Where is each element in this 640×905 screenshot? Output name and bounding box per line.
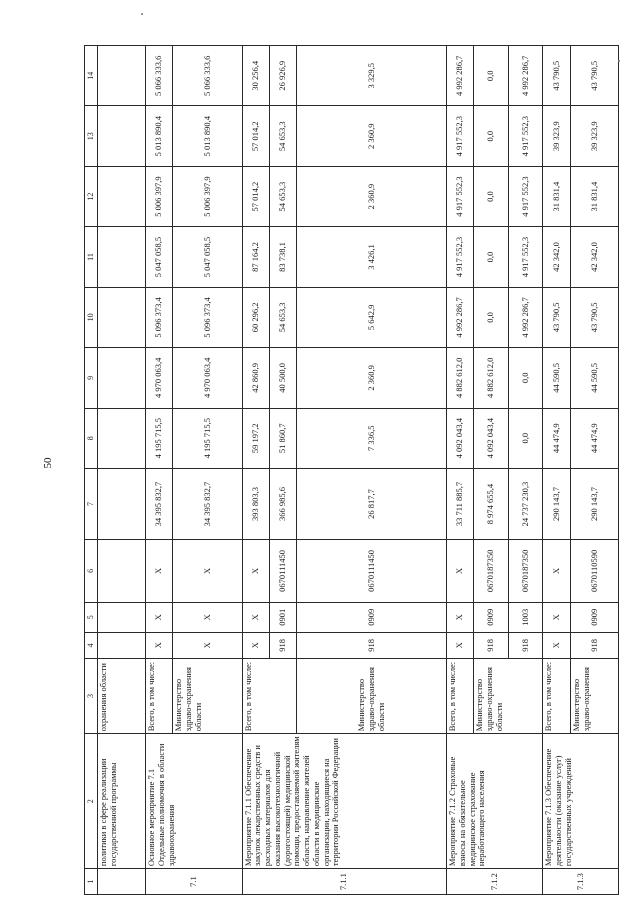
table-row — [447, 46, 474, 895]
cell: 0901 — [269, 602, 296, 632]
executor: Министерство здраво-охранения области — [173, 658, 242, 734]
cell: 1003 — [508, 602, 543, 632]
cell: 40 500,0 — [269, 348, 296, 408]
table-row — [146, 46, 173, 895]
cell: 5 096 373,4 — [173, 287, 242, 347]
col-header: 7 — [85, 468, 98, 539]
cell: 54 653,3 — [269, 166, 296, 226]
col-header: 4 — [85, 632, 98, 658]
cell: 83 738,1 — [269, 227, 296, 287]
cell: 4 195 715,5 — [146, 408, 173, 468]
cell: 4 092 043,4 — [474, 408, 509, 468]
cell: 5 096 373,4 — [146, 287, 173, 347]
cell: Х — [173, 632, 242, 658]
cell: 33 711 885,7 — [447, 468, 474, 539]
cell: Х — [146, 602, 173, 632]
cell: 0,0 — [474, 287, 509, 347]
cell: 4 970 063,4 — [173, 348, 242, 408]
cell: 4 970 063,4 — [146, 348, 173, 408]
executor: Всего, в том числе: — [146, 658, 173, 734]
cell: 44 590,5 — [543, 348, 570, 408]
cell: 42 342,0 — [543, 227, 570, 287]
cell: 4 992 286,7 — [508, 46, 543, 106]
cell: 4 917 552,3 — [508, 106, 543, 166]
budget-table — [84, 45, 619, 895]
scan-speck — [618, 60, 620, 62]
cell: Х — [242, 540, 269, 603]
cell: 366 985,6 — [269, 468, 296, 539]
table-row — [98, 46, 146, 895]
cell: 57 014,2 — [242, 106, 269, 166]
executor: Министерство здраво-охранения области — [297, 658, 447, 734]
cell: 59 197,2 — [242, 408, 269, 468]
cell: 0670111450 — [269, 540, 296, 603]
cell: 4 917 552,3 — [447, 227, 474, 287]
cell: 918 — [570, 632, 618, 658]
col-header: 14 — [85, 46, 98, 106]
cell: 5 047 058,5 — [146, 227, 173, 287]
cell: 918 — [269, 632, 296, 658]
cell: Х — [447, 632, 474, 658]
cell: 5 013 890,4 — [146, 106, 173, 166]
cell: Х — [447, 540, 474, 603]
cell: 0,0 — [474, 166, 509, 226]
cell: 0909 — [570, 602, 618, 632]
executor: Всего, в том числе: — [447, 658, 474, 734]
executor: Всего, в том числе: — [242, 658, 297, 734]
executor: охранения области — [98, 658, 146, 734]
cell: 0,0 — [474, 227, 509, 287]
cell: 42 860,9 — [242, 348, 269, 408]
cell: 43 790,5 — [570, 46, 618, 106]
cell: 2 360,9 — [297, 106, 447, 166]
cell: 5 066 333,6 — [173, 46, 242, 106]
cell: 918 — [508, 632, 543, 658]
cell: 4 917 552,3 — [508, 227, 543, 287]
cell: 290 143,7 — [543, 468, 570, 539]
cell — [98, 869, 146, 895]
cell: 30 256,4 — [242, 46, 269, 106]
col-header: 12 — [85, 166, 98, 226]
cell: 4 882 612,0 — [447, 348, 474, 408]
cell: 51 860,7 — [269, 408, 296, 468]
col-header: 6 — [85, 540, 98, 603]
executor: Всего, в том числе: — [543, 658, 570, 734]
col-header: 11 — [85, 227, 98, 287]
cell: 34 395 832,7 — [173, 468, 242, 539]
cell: 0670187350 — [508, 540, 543, 603]
row-number: 7.1.2 — [447, 869, 543, 895]
cell: 60 296,2 — [242, 287, 269, 347]
cell: 8 974 655,4 — [474, 468, 509, 539]
cell: 0909 — [297, 602, 447, 632]
cell: 34 395 832,7 — [146, 468, 173, 539]
activity-name: Мероприятие 7.1.3 Обеспечение деятельности (оказание услуг) государственных учреждений — [543, 734, 619, 869]
cell: 44 474,9 — [543, 408, 570, 468]
cell: 24 737 230,3 — [508, 468, 543, 539]
cell: 54 653,3 — [269, 106, 296, 166]
activity-name: Мероприятие 7.1.1 Обеспечение закупок лекарственных средств и расходных материалов для оказания высокотехнологичной (дорогостоящей) медицинской помощи, предоставляемой жителям области, направление жителей области в медицинские организации, находящиеся на территории Российской Федерации — [242, 734, 447, 869]
cell: 39 323,9 — [570, 106, 618, 166]
cell: 393 803,3 — [242, 468, 269, 539]
cell: 0670110590 — [570, 540, 618, 603]
cell: 4 992 286,7 — [447, 46, 474, 106]
table-frame — [84, 45, 619, 895]
col-header: 5 — [85, 602, 98, 632]
cell: 918 — [297, 632, 447, 658]
cell: 44 474,9 — [570, 408, 618, 468]
cell: 3 329,5 — [297, 46, 447, 106]
cell: Х — [543, 540, 570, 603]
cell: 44 590,5 — [570, 348, 618, 408]
cell: 0,0 — [508, 408, 543, 468]
cell: 43 790,5 — [543, 46, 570, 106]
cell: Х — [173, 602, 242, 632]
cell: 5 006 397,9 — [146, 166, 173, 226]
executor: Министерство здраво-охранения — [570, 658, 618, 734]
header-row — [85, 46, 98, 895]
cell: Х — [447, 602, 474, 632]
cell: 5 006 397,9 — [173, 166, 242, 226]
cell: 4 195 715,5 — [173, 408, 242, 468]
col-header: 8 — [85, 408, 98, 468]
cell: 0670187350 — [474, 540, 509, 603]
activity-name: политики в сфере реализации государственной программы — [98, 734, 146, 869]
cell: 31 831,4 — [543, 166, 570, 226]
cell: 42 342,0 — [570, 227, 618, 287]
col-header: 10 — [85, 287, 98, 347]
cell: 43 790,5 — [543, 287, 570, 347]
cell: 4 917 552,3 — [508, 166, 543, 226]
col-header: 3 — [85, 658, 98, 734]
row-number: 7.1 — [146, 869, 242, 895]
cell: 39 323,9 — [543, 106, 570, 166]
cell: Х — [242, 632, 269, 658]
table-row — [242, 46, 269, 895]
cell: 5 066 333,6 — [146, 46, 173, 106]
cell: Х — [146, 540, 173, 603]
cell: 4 882 612,0 — [474, 348, 509, 408]
scan-speck — [141, 13, 143, 15]
cell: 54 653,3 — [269, 287, 296, 347]
cell: Х — [173, 540, 242, 603]
cell: 5 013 890,4 — [173, 106, 242, 166]
cell: Х — [543, 632, 570, 658]
col-header: 9 — [85, 348, 98, 408]
cell: 57 014,2 — [242, 166, 269, 226]
cell: 26 926,9 — [269, 46, 296, 106]
cell: 4 992 286,7 — [447, 287, 474, 347]
cell: 0909 — [474, 602, 509, 632]
col-header: 13 — [85, 106, 98, 166]
cell: 918 — [474, 632, 509, 658]
cell: 2 360,9 — [297, 348, 447, 408]
cell: Х — [543, 602, 570, 632]
cell: Х — [242, 602, 269, 632]
activity-name: Основное мероприятие 7.1 Отдельные полномочия в области здравоохранения — [146, 734, 242, 869]
table-row — [543, 46, 570, 895]
cell: 4 992 286,7 — [508, 287, 543, 347]
cell: 4 917 552,3 — [447, 166, 474, 226]
cell: 4 092 043,4 — [447, 408, 474, 468]
activity-name: Мероприятие 7.1.2 Страховые взносы на обязательное медицинское страхование неработающего населения — [447, 734, 543, 869]
page-number: 50 — [42, 457, 54, 469]
cell: 7 336,5 — [297, 408, 447, 468]
cell: 3 426,1 — [297, 227, 447, 287]
cell: 43 790,5 — [570, 287, 618, 347]
col-header: 2 — [85, 734, 98, 869]
cell: 0,0 — [474, 46, 509, 106]
cell: 5 642,9 — [297, 287, 447, 347]
cell: 2 360,9 — [297, 166, 447, 226]
cell: 5 047 058,5 — [173, 227, 242, 287]
cell: Х — [146, 632, 173, 658]
cell: 87 164,2 — [242, 227, 269, 287]
col-header: 1 — [85, 869, 98, 895]
cell: 0670111450 — [297, 540, 447, 603]
cell: 31 831,4 — [570, 166, 618, 226]
cell: 0,0 — [508, 348, 543, 408]
cell: 4 917 552,3 — [447, 106, 474, 166]
cell: 290 143,7 — [570, 468, 618, 539]
row-number: 7.1.1 — [242, 869, 447, 895]
cell: 0,0 — [474, 106, 509, 166]
executor: Министерство здраво-охранения области — [474, 658, 543, 734]
row-number: 7.1.3 — [543, 869, 619, 895]
cell: 26 817,7 — [297, 468, 447, 539]
